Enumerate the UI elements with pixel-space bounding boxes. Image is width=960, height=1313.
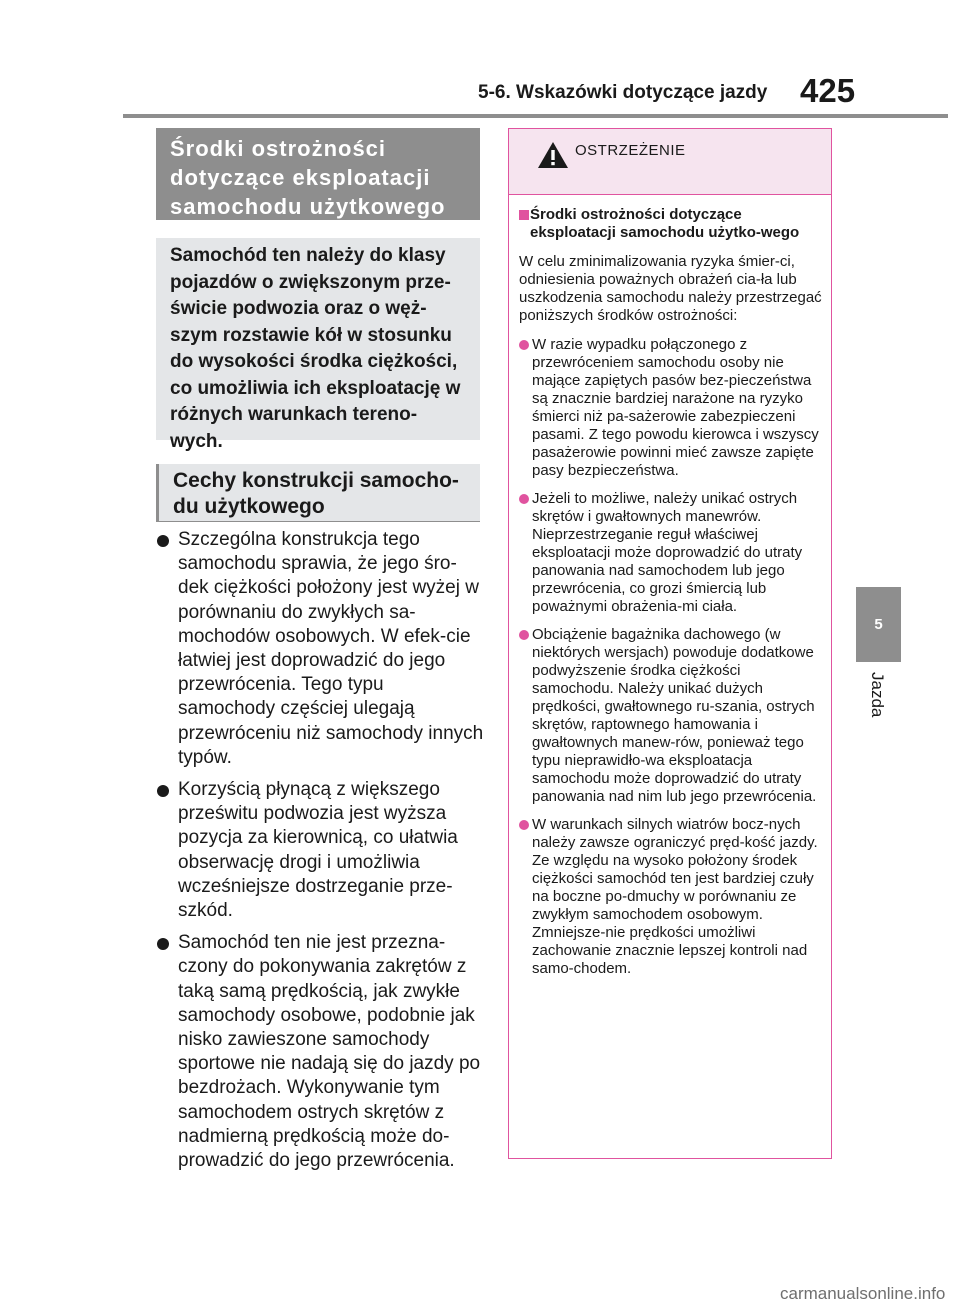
warning-title: OSTRZEŻENIE	[575, 142, 686, 159]
list-item	[156, 778, 486, 923]
list-item-text: Szczególna konstrukcja tego samochodu sprawia, że jego śro-dek ciężkości położony jest wyżej w porównaniu do zwykłych sa-mochodów osobowych. W efek-cie łatwiej jest doprowadzić do jego przewrócenia. Tego typu samochody częściej ulegają przewróceniu niż samochody innych typów.	[178, 529, 484, 768]
square-bullet-icon	[519, 210, 529, 220]
bullet-icon	[157, 785, 169, 797]
bullet-icon	[519, 630, 529, 640]
list-item	[519, 816, 825, 978]
warning-triangle-icon	[536, 140, 570, 170]
page-number: 425	[800, 72, 856, 109]
list-item-text: W razie wypadku połączonego z przewróceniem samochodu osoby nie mające zapiętych pasów bez-pieczeństwa są znacznie bardziej narażone na ryzyko śmierci niż pa-sażerowie zabezpieczeni pasami. Z tego powodu kierowca i wszyscy pasażerowie powinni mieć zawsze zapięte pasy bezpieczeństwa.	[532, 336, 819, 479]
bullet-icon	[157, 938, 169, 950]
list-item	[519, 336, 825, 480]
warning-intro: W celu zminimalizowania ryzyka śmier-ci, odniesienia poważnych obrażeń cia-ła lub uszkodzenia samochodu należy przestrzegać poniższych środków ostrożności:	[519, 253, 822, 324]
chapter-tab	[856, 587, 901, 662]
list-item	[156, 528, 486, 770]
intro-text: Samochód ten należy do klasy pojazdów o zwiększonym prze-świcie podwozia oraz o węż-szym rozstawie kół w stosunku do wysokości środka ciężkości, co umożliwia ich eksploatację w różnych warunkach tereno-wych.	[156, 238, 480, 440]
feature-list	[156, 528, 486, 1181]
section-title: 5-6. Wskazówki dotyczące jazdy	[478, 82, 768, 103]
page-title: Środki ostrożności dotyczące eksploatacji samochodu użytkowego	[156, 128, 480, 220]
bullet-icon	[157, 535, 169, 547]
list-item-text: Samochód ten nie jest przezna-czony do pokonywania zakrętów z taką samą prędkością, jak zwykłe samochody osobowe, podobnie jak nisko zawieszone samochody sportowe nie nadają się do jazdy po bezdrożach. Wykonywanie tym samochodem ostrych skrętów z nadmierną prędkością może do-prowadzić do jego przewrócenia.	[178, 932, 481, 1172]
chapter-name-label	[862, 672, 892, 752]
bullet-icon	[519, 494, 529, 504]
watermark: carmanualsonline.info	[780, 1284, 946, 1303]
section-heading: Cechy konstrukcji samocho-du użytkowego	[156, 464, 480, 522]
warning-list	[509, 336, 831, 978]
bullet-icon	[519, 340, 529, 350]
bullet-icon	[519, 820, 529, 830]
chapter-number: 5	[874, 616, 883, 633]
chapter-name: Jazda	[868, 672, 887, 718]
list-item-text: Jeżeli to możliwe, należy unikać ostrych skrętów i gwałtownych manewrów. Nieprzestrzeganie reguł właściwej eksploatacji może doprowadzić do utraty panowania nad samochodem lub jego przewrócenia, co grozi śmiercią lub poważnymi obrażenia-mi ciała.	[532, 490, 803, 615]
list-item	[519, 626, 825, 806]
warning-header	[509, 129, 831, 195]
list-item-text: Obciążenie bagażnika dachowego (w niektórych wersjach) powoduje dodatkowe podwyższenie środka ciężkości samochodu. Należy unikać dużych prędkości, gwałtownego ru-szania, ostrych skrętów, raptownego hamowania i gwałtownych manew-rów, ponieważ tego typu nieprawidło-wa eksploatacja samochodu może doprowadzić do utraty panowania nad nim lub jego przewrócenia.	[532, 626, 817, 805]
list-item-text: Korzyścią płynącą z większego prześwitu podwozia jest wyższa pozycja za kierownicą, co ułatwia obserwację drogi i umożliwia wcześniejsze dostrzeganie prze-szkód.	[178, 779, 458, 922]
warning-subheading-text: Środki ostrożności dotyczące eksploatacji samochodu użytko-wego	[530, 206, 800, 241]
header-divider	[123, 114, 948, 118]
warning-box	[508, 128, 832, 1159]
list-item-text: W warunkach silnych wiatrów bocz-nych należy zawsze ograniczyć pręd-kość jazdy. Ze względu na wysoko położony środek ciężkości samochód ten jest bardziej czuły na boczne po-dmuchy w porównaniu ze zwykłym samochodem osobowym. Zmniejsze-nie prędkości umożliwi zachowanie znacznie lepszej kontroli nad samo-chodem.	[532, 816, 818, 977]
warning-subheading	[519, 206, 831, 242]
warning-body	[509, 195, 831, 978]
list-item	[519, 490, 825, 616]
list-item	[156, 931, 486, 1173]
